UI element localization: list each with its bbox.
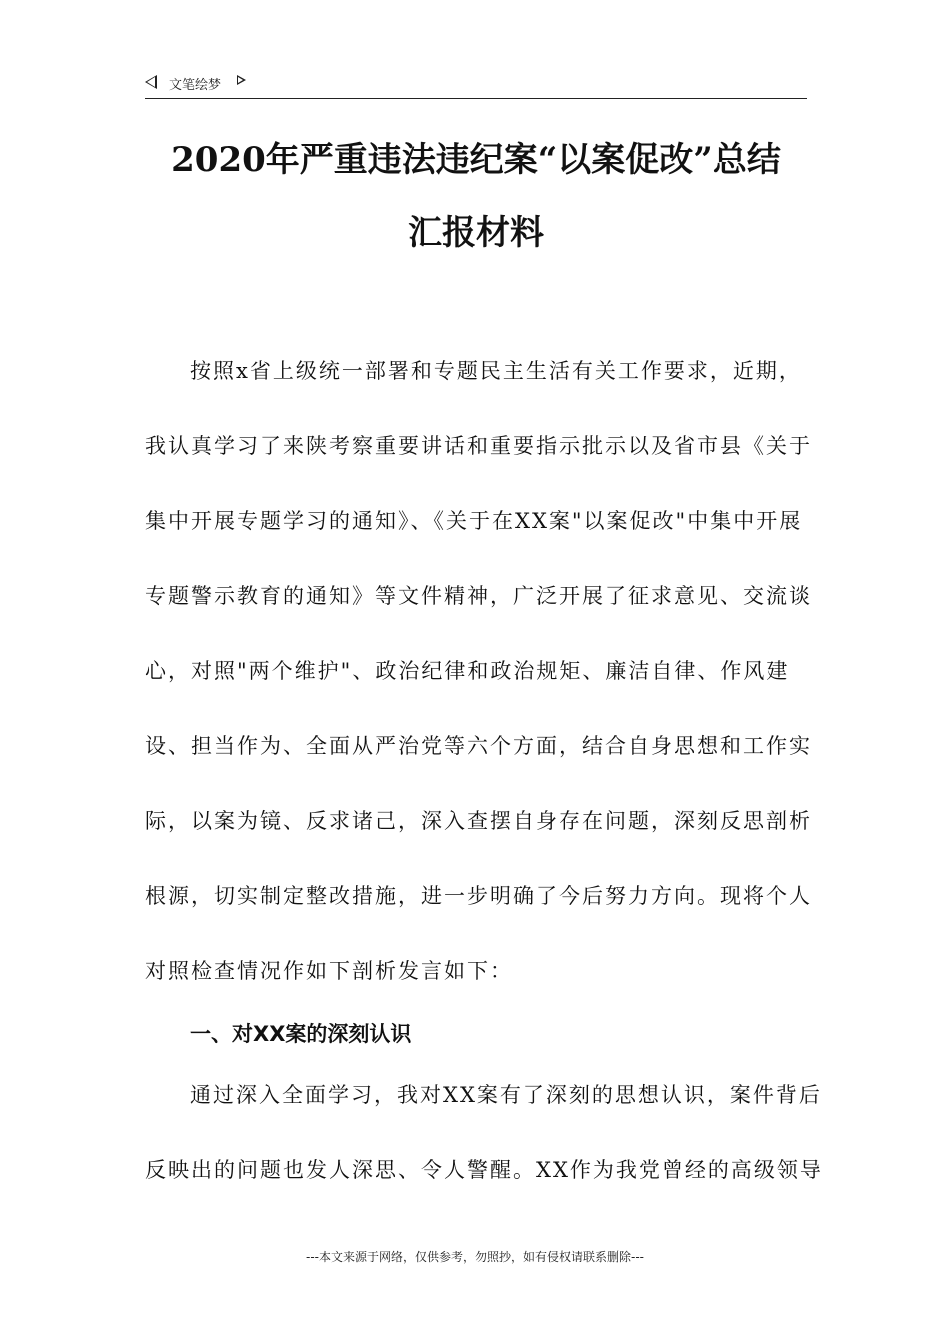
document-title-line-2: 汇报材料 (408, 213, 544, 253)
paragraph-line: 根源，切实制定整改措施，进一步明确了今后努力方向。现将个人 (145, 884, 812, 908)
paragraph-line: 我认真学习了来陕考察重要讲话和重要指示批示以及省市县《关于 (145, 434, 812, 458)
paragraph-line: 反映出的问题也发人深思、令人警醒。XX作为我党曾经的高级领导 (145, 1158, 823, 1182)
paragraph-line: 心，对照"两个维护"、政治纪律和政治规矩、廉洁自律、作风建 (145, 659, 790, 683)
paragraph-line: 对照检查情况作如下剖析发言如下： (145, 959, 513, 983)
paragraph-line: 通过深入全面学习，我对XX案有了深刻的思想认识，案件背后 (190, 1083, 822, 1107)
section-heading-1: 一、对XX案的深刻认识 (190, 1022, 412, 1046)
page-header (145, 72, 807, 99)
paragraph-section-1 (145, 1080, 823, 1230)
paragraph-line: 专题警示教育的通知》等文件精神，广泛开展了征求意见、交流谈 (145, 584, 812, 608)
paragraph-line: 际，以案为镜、反求诸己，深入查摆自身存在问题，深刻反思剖析 (145, 809, 812, 833)
header-brand: 文笔绘梦 (169, 78, 222, 93)
paragraph-line: 设、担当作为、全面从严治党等六个方面，结合自身思想和工作实 (145, 734, 812, 758)
paragraph-intro (145, 356, 812, 1031)
document-title-line-1: 2020年严重违法违纪案“以案促改”总结 (171, 140, 781, 180)
page-footer-notice: ---本文来源于网络，仅供参考，勿照抄，如有侵权请联系删除--- (306, 1250, 644, 1264)
triangle-left-icon (145, 75, 157, 89)
paragraph-line: 按照x省上级统一部署和专题民主生活有关工作要求，近期， (190, 359, 802, 383)
triangle-right-icon (237, 75, 246, 85)
paragraph-line: 集中开展专题学习的通知》、《关于在XX案"以案促改"中集中开展 (145, 509, 803, 533)
